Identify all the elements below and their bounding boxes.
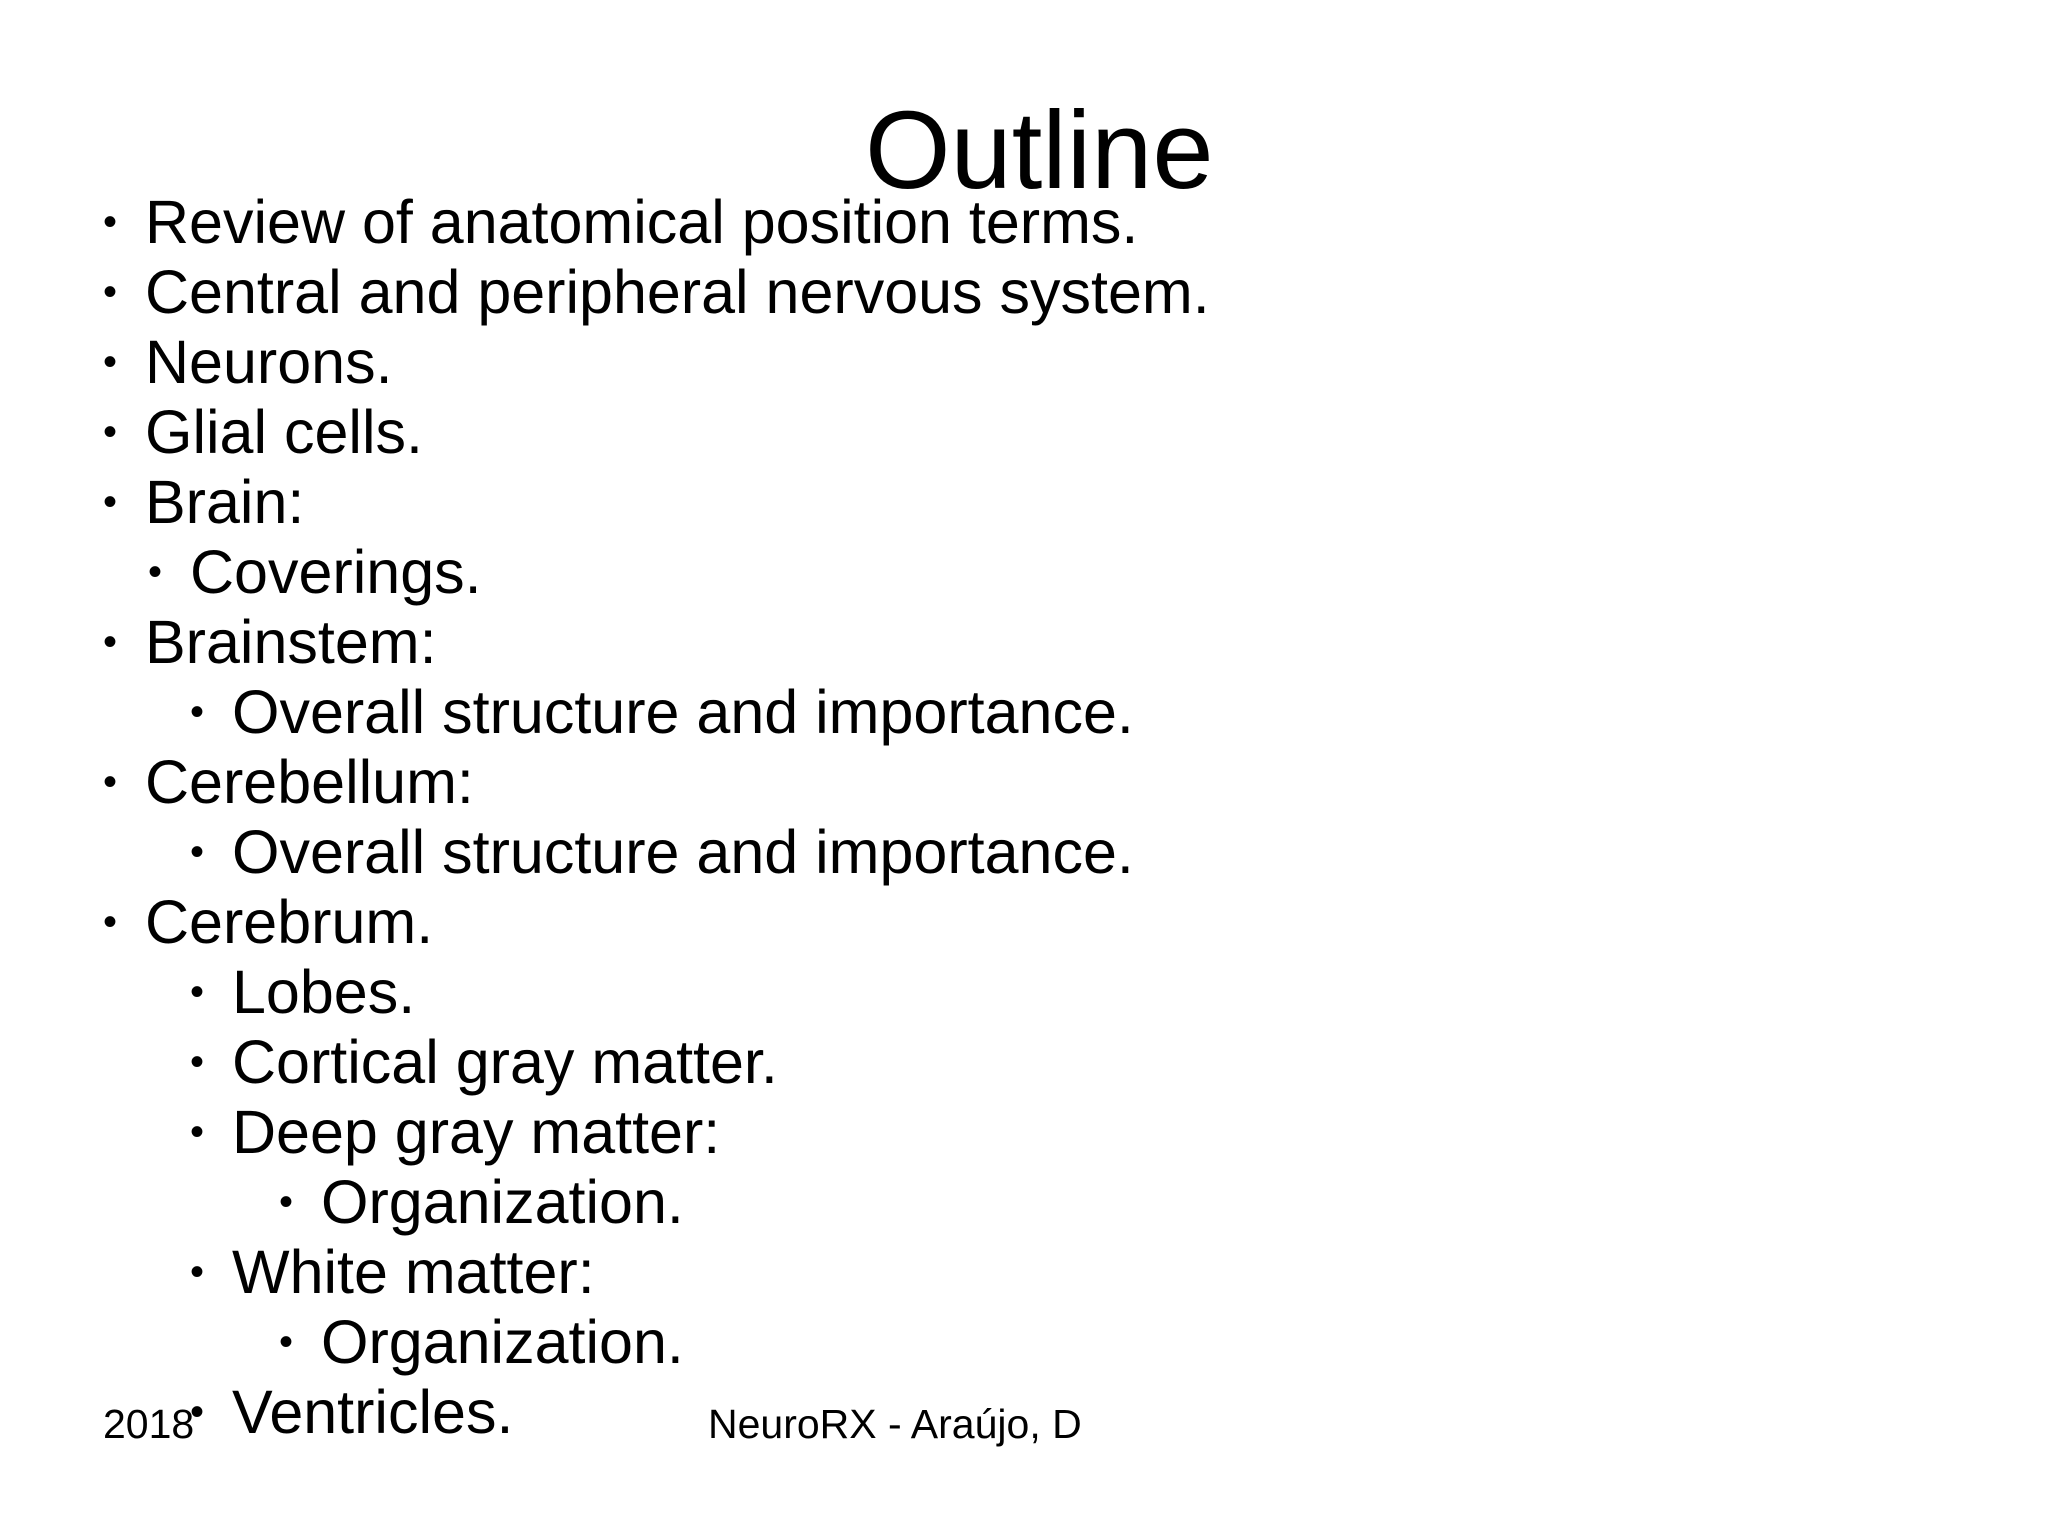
bullet-icon: • [190,830,205,874]
bullet-icon: • [190,970,205,1014]
bullet-icon: • [190,1040,205,1084]
outline-item-text: Cerebellum: [145,748,474,816]
outline-item-text: Glial cells. [145,398,423,466]
outline-subitem-deep-gray-matter [190,1097,720,1167]
bullet-icon: • [190,1110,205,1154]
outline-item-text: Brainstem: [145,608,437,676]
outline-item-text: Overall structure and importance. [232,818,1134,886]
outline-subitem-lobes [190,957,415,1027]
bullet-icon: • [148,550,163,594]
footer-credit: NeuroRX - Araújo, D [708,1401,1082,1447]
bullet-icon: • [103,410,118,454]
outline-item-review-anatomical-position-terms [103,187,1138,257]
bullet-icon: • [103,200,118,244]
outline-item-text: White matter: [232,1238,595,1306]
outline-item-text: Overall structure and importance. [232,678,1134,746]
footer-year: 2018 [103,1401,195,1447]
bullet-icon: • [190,1250,205,1294]
outline-item-text: Cortical gray matter. [232,1028,778,1096]
outline-item-central-peripheral-nervous-system [103,257,1210,327]
outline-subitem-ventricles [190,1377,513,1447]
bullet-icon: • [190,1390,205,1434]
outline-item-text: Review of anatomical position terms. [145,188,1139,256]
outline-item-neurons [103,327,393,397]
outline-item-text: Coverings. [190,538,482,606]
bullet-icon: • [103,900,118,944]
bullet-icon: • [103,620,118,664]
bullet-icon: • [103,760,118,804]
outline-item-text: Lobes. [232,958,416,1026]
outline-subitem-white-matter [190,1237,595,1307]
outline-item-text: Organization. [321,1308,684,1376]
outline-item-brainstem [103,607,437,677]
outline-subitem-white-matter-organization [279,1307,684,1377]
outline-item-text: Brain: [145,468,305,536]
bullet-icon: • [190,690,205,734]
outline-item-glial-cells [103,397,423,467]
outline-subitem-cerebellum-structure [190,817,1134,887]
bullet-icon: • [103,270,118,314]
outline-item-brain [103,467,304,537]
outline-item-text: Organization. [321,1168,684,1236]
outline-item-text: Deep gray matter: [232,1098,721,1166]
outline-item-text: Cerebrum. [145,888,434,956]
outline-item-text: Neurons. [145,328,393,396]
outline-subitem-cortical-gray-matter [190,1027,778,1097]
bullet-icon: • [103,480,118,524]
outline-item-cerebrum [103,887,433,957]
outline-subitem-brainstem-structure [190,677,1134,747]
outline-item-cerebellum [103,747,474,817]
outline-subitem-deep-gray-organization [279,1167,684,1237]
bullet-icon: • [279,1320,294,1364]
outline-subitem-coverings [148,537,482,607]
bullet-icon: • [103,340,118,384]
bullet-icon: • [279,1180,294,1224]
outline-item-text: Ventricles. [232,1378,514,1446]
slide-title: Outline [865,89,1214,212]
outline-item-text: Central and peripheral nervous system. [145,258,1210,326]
